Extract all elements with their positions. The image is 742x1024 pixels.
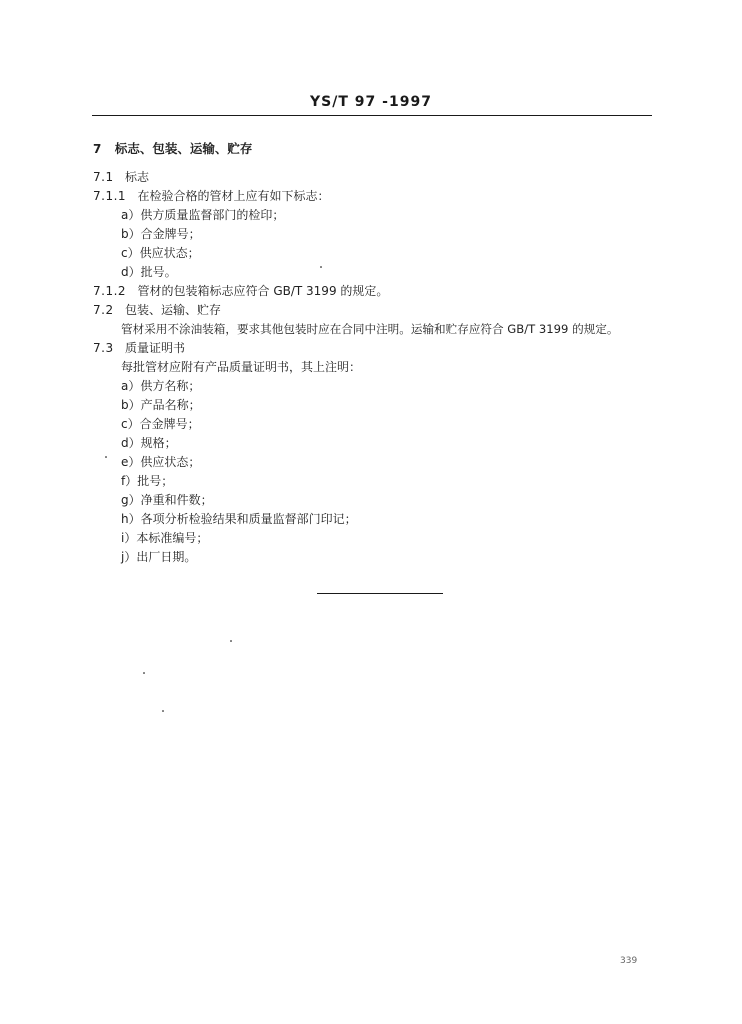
- standard-header: YS/T 97 -1997: [310, 94, 432, 110]
- scan-speck: [320, 266, 322, 268]
- list-item: e）供应状态；: [121, 455, 201, 469]
- section-number: 7: [93, 142, 102, 156]
- clause-text: 管材的包装箱标志应符合 GB/T 3199 的规定。: [137, 284, 389, 298]
- list-item: f）批号；: [121, 474, 174, 488]
- scan-speck: [143, 672, 145, 674]
- list-item: j）出厂日期。: [121, 550, 197, 564]
- list-item: a）供方名称；: [121, 379, 201, 393]
- clause-number: 7.1.1: [93, 189, 127, 203]
- section-number: 7.1: [93, 170, 114, 184]
- clause-7-1-1: [93, 189, 330, 203]
- section-title: 标志: [125, 170, 150, 184]
- scan-speck: [105, 456, 107, 458]
- scan-speck: [162, 710, 164, 712]
- section-number: 7.3: [93, 341, 114, 355]
- end-of-text-rule: [317, 593, 443, 594]
- section-title: 标志、包装、运输、贮存: [114, 141, 253, 156]
- list-item: c）供应状态；: [121, 246, 200, 260]
- clause-7-2-text: 管材采用不涂油装箱，要求其他包装时应在合同中注明。运输和贮存应符合 GB/T 3199 的规定。: [121, 322, 619, 336]
- clause-7-1-2: [93, 284, 388, 298]
- section-number: 7.2: [93, 303, 114, 317]
- section-7-2-heading: [93, 303, 221, 317]
- section-title: 包装、运输、贮存: [125, 303, 222, 317]
- list-item: h）各项分析检验结果和质量监督部门印记；: [121, 512, 357, 526]
- section-title: 质量证明书: [125, 341, 186, 355]
- list-item: d）规格；: [121, 436, 177, 450]
- scan-speck: [230, 640, 232, 642]
- list-item: b）产品名称；: [121, 398, 201, 412]
- clause-number: 7.1.2: [93, 284, 127, 298]
- section-7-1-heading: [93, 170, 149, 184]
- list-item: a）供方质量监督部门的检印；: [121, 208, 285, 222]
- list-item: c）合金牌号；: [121, 417, 200, 431]
- clause-text: 在检验合格的管材上应有如下标志：: [137, 189, 330, 203]
- section-7-heading: [93, 142, 252, 156]
- list-item: d）批号。: [121, 265, 177, 279]
- list-item: b）合金牌号；: [121, 227, 201, 241]
- list-item: g）净重和件数；: [121, 493, 213, 507]
- page-number: 339: [620, 956, 638, 966]
- section-7-3-heading: [93, 341, 185, 355]
- list-item: i）本标准编号；: [121, 531, 209, 545]
- clause-7-3-intro: 每批管材应附有产品质量证明书，其上注明：: [121, 360, 362, 374]
- header-rule: [92, 115, 652, 116]
